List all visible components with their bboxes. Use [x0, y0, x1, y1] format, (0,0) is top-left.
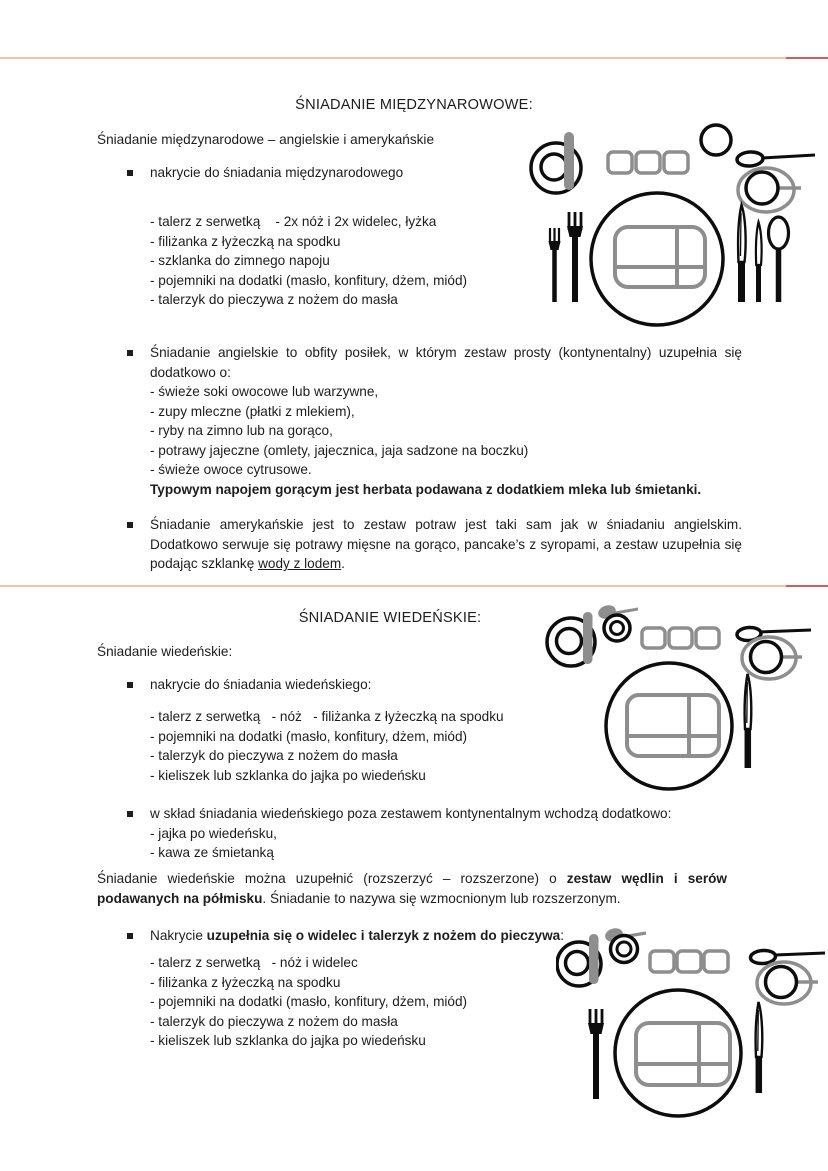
glass-icon: [701, 125, 731, 155]
american-underlined-text: wody z lodem: [258, 556, 342, 571]
section-title-vienna: ŚNIADANIE WIEDEŃSKIE:: [298, 610, 482, 626]
extend-text: Śniadanie wiedeńskie można uzupełnić (rozszerzyć – rozszerzone) o: [97, 871, 567, 886]
spoon-icon: [769, 217, 789, 302]
extended-bullet-bold: uzupełnia się o widelec i talerzyk z nożem do pieczywa: [206, 928, 561, 943]
extras-lead: w skład śniadania wiedeńskiego poza zestawem kontynentalnym wchodzą dodatkowo:: [150, 806, 672, 821]
extended-bullet-text: Nakrycie: [150, 928, 207, 943]
list-item: - talerzyk do pieczywa z nożem do masła: [150, 748, 398, 763]
extended-list-vienna: [150, 953, 467, 1051]
list-item: - zupy mleczne (płatki z mlekiem),: [150, 403, 355, 419]
american-text-end: .: [341, 556, 345, 571]
list-item: - filiżanka z łyżeczką na spodku: [150, 974, 341, 990]
fork-icon: [588, 1009, 604, 1099]
list-item: - jajka po wiedeńsku,: [150, 825, 277, 841]
bullet-setting-vienna: [127, 675, 547, 695]
list-item: - pojemniki na dodatki (masło, konfitury, dżem, miód): [150, 994, 468, 1009]
knife-icon: [756, 1002, 763, 1093]
english-lead: Śniadanie angielskie to obfity posiłek, w którym zestaw prosty (kontynentalny) uzupełnia się dodatkowo o:: [150, 345, 742, 380]
list-item: - filiżanka z łyżeczką na spodku: [150, 233, 341, 249]
butter-knife-icon: [589, 934, 599, 984]
american-text: Śniadanie amerykańskie jest to zestaw potraw jest taki sam jak w śniadaniu angielskim. Dodatkowo serwuje się potrawy mięsne na gorąco, pancake’s z syropami, a zestaw uzupełnia się podając szklankę: [150, 517, 742, 571]
list-item: - talerz z serwetką - nóż - filiżanka z łyżeczką na spodku: [150, 709, 504, 724]
extend-bold-text: zestaw wędlin i serów podawanych na półmisku: [97, 871, 727, 906]
intro-international: Śniadanie międzynarodowe – angielskie i amerykańskie: [97, 132, 435, 147]
cup-saucer-icon: [757, 962, 818, 1004]
accent-divider-top: [0, 57, 828, 59]
bullet-american-breakfast: [127, 515, 742, 574]
bullet-extended-setting: [127, 926, 597, 946]
bullet-english-breakfast: [127, 343, 742, 499]
small-fork-icon: [549, 228, 561, 302]
dinner-plate-icon: [606, 663, 732, 789]
list-item: - pojemniki na dodatki (masło, konfitury, dżem, miód): [150, 728, 468, 744]
bullet-square-icon: [127, 522, 133, 528]
bullet-square-icon: [127, 350, 133, 356]
american-paragraph: [150, 515, 742, 574]
egg-cup-icon: [611, 936, 638, 963]
knife-icon: [738, 205, 745, 302]
bullet-square-icon: [127, 170, 133, 176]
cup-saucer-icon: [738, 168, 801, 212]
list-item: - ryby na zimno lub na gorąco,: [150, 423, 333, 438]
bullet-text: nakrycie do śniadania międzynarodowego: [150, 165, 404, 180]
list-item: - szklanka do zimnego napoju: [150, 253, 330, 268]
intro-vienna: Śniadanie wiedeńskie:: [97, 644, 233, 659]
teaspoon-icon: [737, 627, 811, 642]
list-item: - kawa ze śmietanką: [150, 845, 274, 860]
small-knife-icon: [756, 222, 762, 302]
list-item: - pojemniki na dodatki (masło, konfitury, dżem, miód): [150, 272, 468, 288]
butter-knife-icon: [564, 132, 574, 190]
bullet-text: nakrycie do śniadania wiedeńskiego:: [150, 677, 372, 692]
list-item: - kieliszek lub szklanka do jajka po wiedeńsku: [150, 767, 426, 783]
bullet-square-icon: [127, 933, 133, 939]
list-item: - talerzyk do pieczywa z nożem do masła: [150, 292, 398, 307]
fork-icon: [567, 212, 583, 302]
setting-list-vienna: [150, 707, 504, 785]
teaspoon-icon: [737, 151, 815, 167]
dinner-plate-icon: [615, 990, 741, 1116]
condiment-containers-icon: [642, 628, 719, 648]
list-item: - talerz z serwetką - 2x nóż i 2x widelec, łyżka: [150, 214, 437, 229]
diagram-vienna-setting: [545, 600, 828, 806]
butter-knife-icon: [583, 612, 593, 664]
extend-text-end: . Śniadanie to nazywa się wzmocnionym lub rozszerzonym.: [262, 890, 621, 906]
setting-list-international: [150, 212, 467, 310]
diagram-international-setting: [528, 112, 823, 343]
english-bold-note: Typowym napojem gorącym jest herbata podawana z dodatkiem mleka lub śmietanki.: [150, 481, 702, 497]
list-item: - świeże soki owocowe lub warzywne,: [150, 384, 379, 399]
cup-saucer-icon: [742, 637, 802, 679]
condiment-containers-icon: [608, 152, 688, 173]
bullet-square-icon: [127, 811, 133, 817]
list-item: - potrawy jajeczne (omlety, jajecznica, jaja sadzone na boczku): [150, 442, 529, 458]
vienna-extend-paragraph: [97, 869, 727, 908]
section-title-international: ŚNIADANIE MIĘDZYNAROWOWE:: [295, 97, 533, 113]
list-item: - kieliszek lub szklanka do jajka po wiedeńsku: [150, 1033, 426, 1048]
accent-divider-middle: [0, 585, 828, 587]
diagram-vienna-extended-setting: [556, 926, 828, 1171]
list-item: - świeże owoce cytrusowe.: [150, 462, 312, 477]
condiment-containers-icon: [650, 951, 728, 972]
list-item: - talerzyk do pieczywa z nożem do masła: [150, 1013, 398, 1029]
extended-bullet-colon: :: [560, 928, 564, 943]
bullet-vienna-extras: [127, 804, 742, 863]
bullet-square-icon: [127, 682, 133, 688]
list-item: - talerz z serwetką - nóż i widelec: [150, 955, 358, 970]
knife-icon: [745, 674, 752, 768]
bullet-text: [150, 926, 597, 946]
egg-cup-icon: [604, 615, 630, 641]
